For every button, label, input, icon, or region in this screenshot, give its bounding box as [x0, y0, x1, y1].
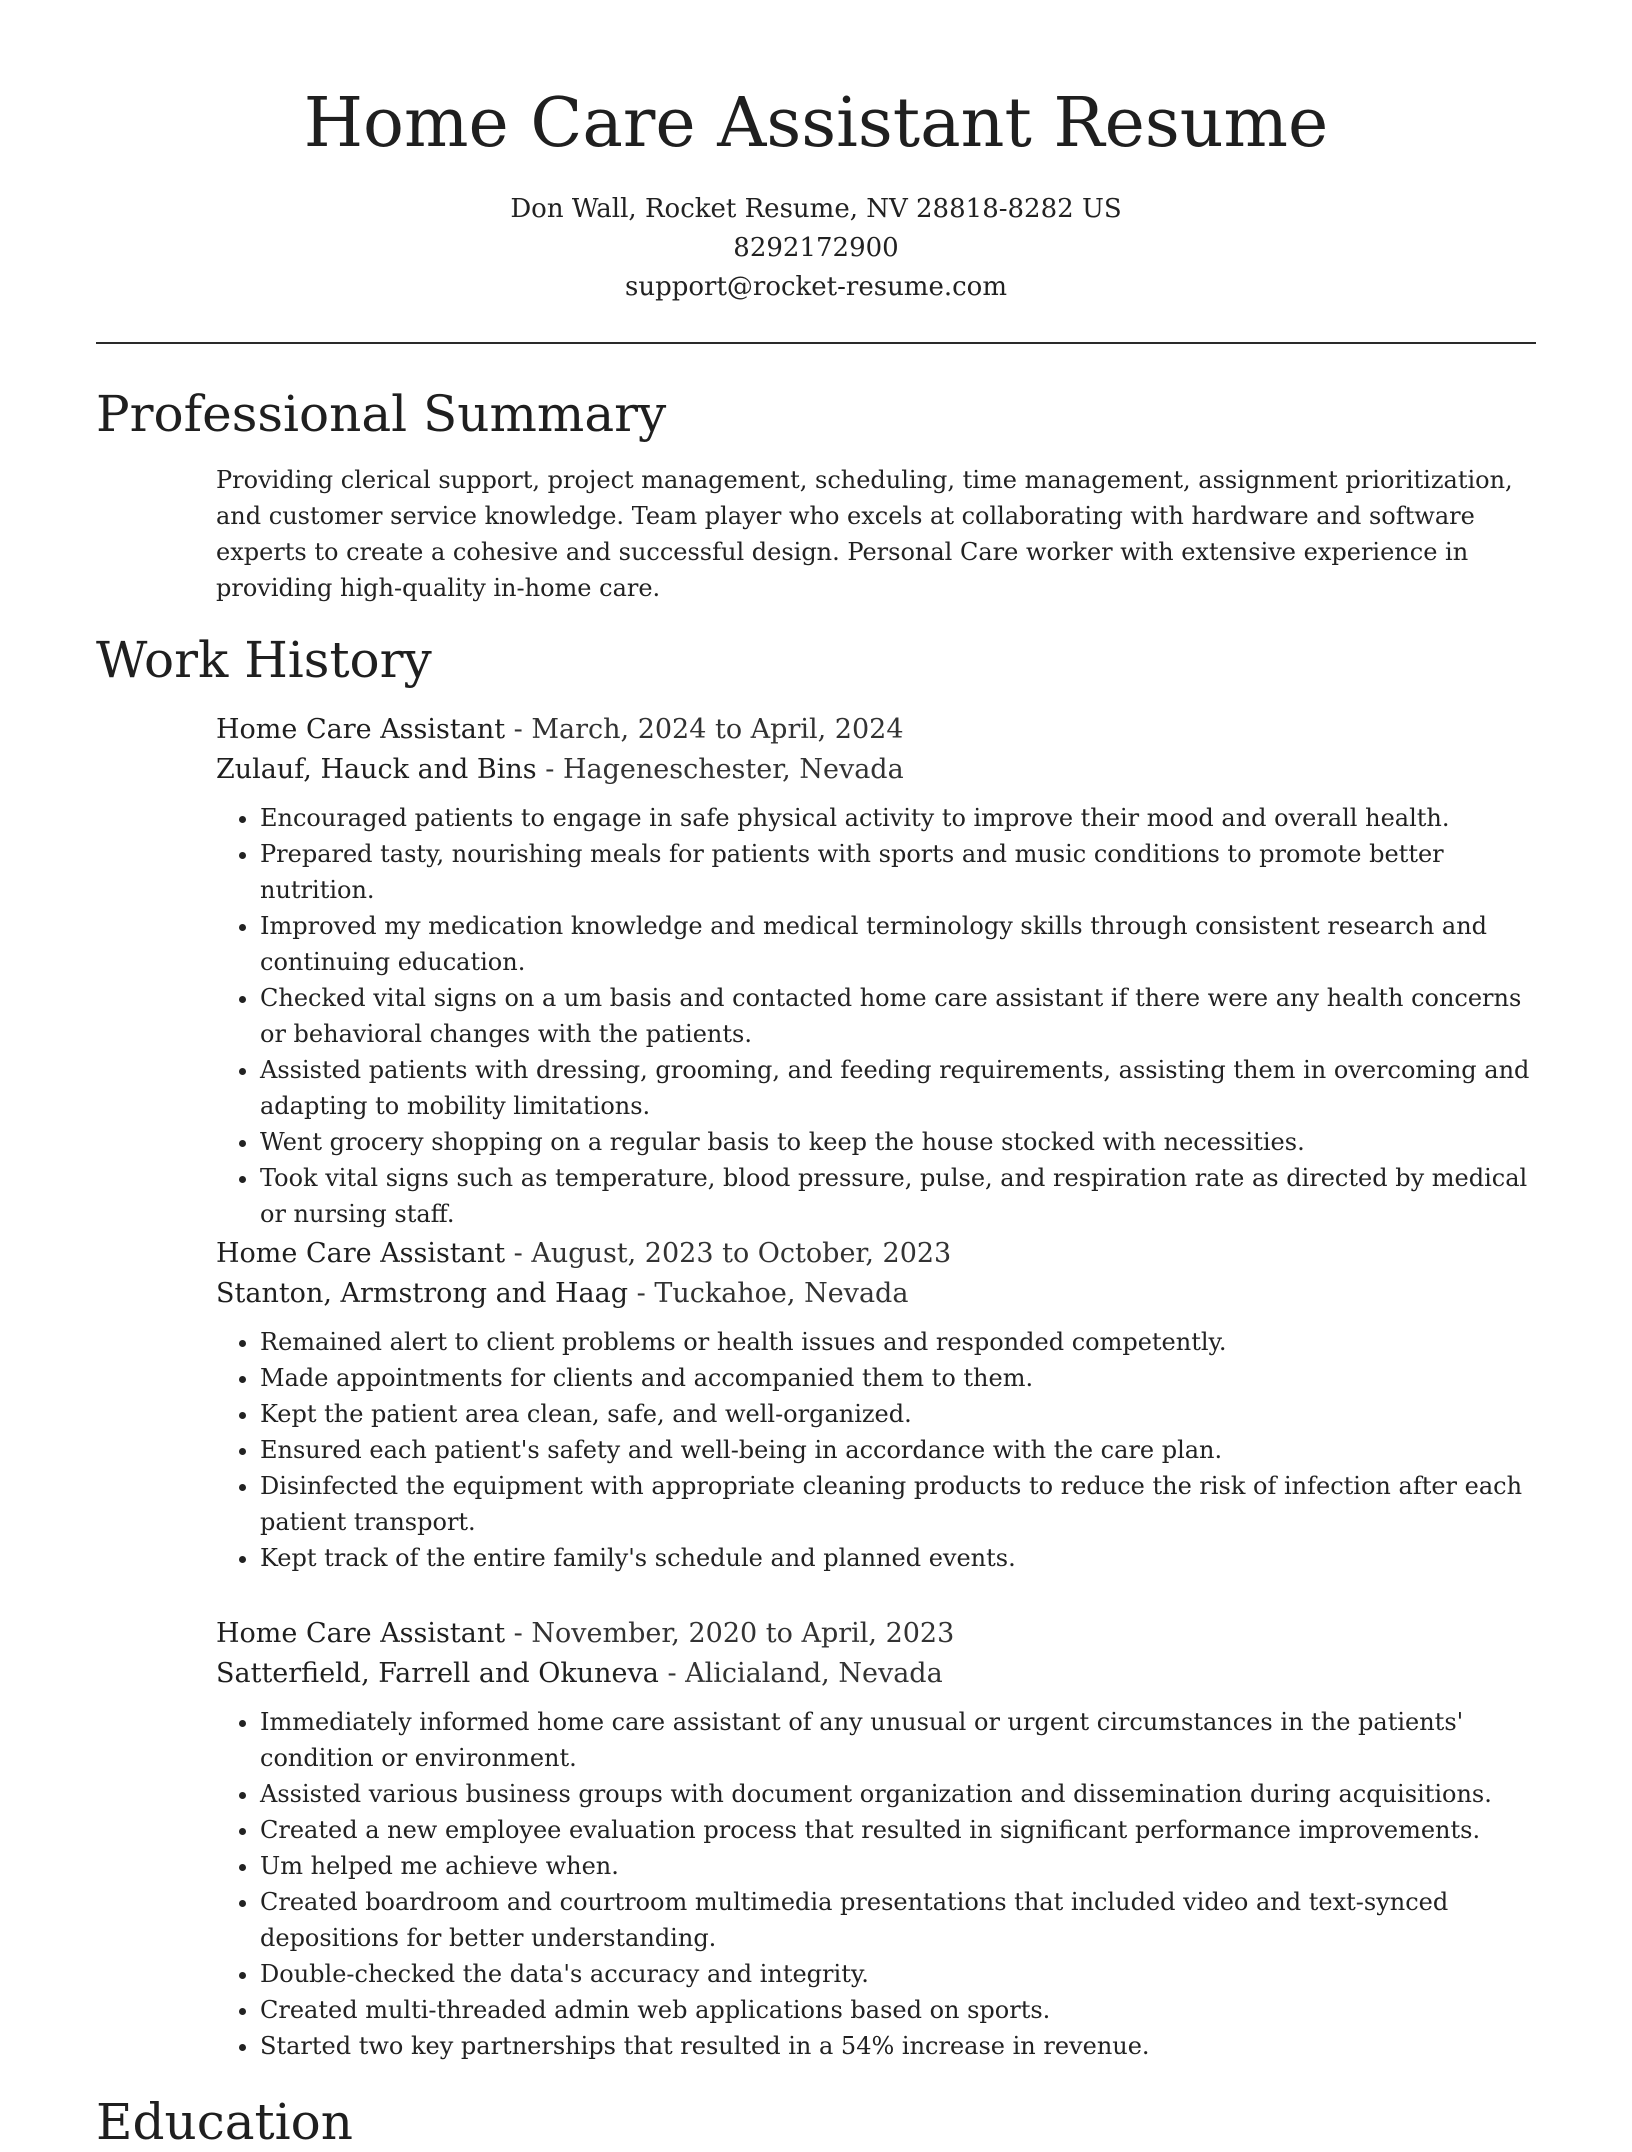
- job-entry: [216, 710, 1541, 1232]
- job-bullets: [216, 800, 1541, 1232]
- summary-text: Providing clerical support, project management, scheduling, time management, assignment prioritization, and customer service knowledge. Team player who excels at collaborating with hardware and software experts to create a cohesive and successful design. Personal Care worker with extensive experience in providing high-quality in-home care.: [216, 466, 1513, 602]
- job-title-line: [216, 1614, 1541, 1654]
- job-bullet: • Made appointments for clients and accompanied them to them.: [260, 1360, 1541, 1396]
- job-location: - Hageneschester, Nevada: [545, 754, 904, 785]
- job-bullets: [216, 1324, 1541, 1576]
- education-heading: Education: [96, 2093, 353, 2151]
- job-bullet: • Disinfected the equipment with appropriate cleaning products to reduce the risk of infection after each patient transport.: [260, 1468, 1541, 1540]
- header-divider: [96, 342, 1536, 344]
- job-company-line: [216, 750, 1541, 790]
- contact-block: [0, 190, 1632, 307]
- contact-phone: 8292172900: [733, 233, 899, 263]
- job-bullet: • Immediately informed home care assistant of any unusual or urgent circumstances in the patients' condition or environment.: [260, 1704, 1541, 1776]
- job-title-line: [216, 710, 1541, 750]
- job-bullet: • Assisted patients with dressing, grooming, and feeding requirements, assisting them in overcoming and adapting to mobility limitations.: [260, 1052, 1541, 1124]
- job-company: Satterfield, Farrell and Okuneva: [216, 1658, 659, 1689]
- job-bullet: • Um helped me achieve when.: [260, 1848, 1541, 1884]
- resume-title: Home Care Assistant Resume: [303, 84, 1329, 163]
- work-history-heading: Work History: [96, 631, 432, 689]
- job-bullet: • Kept the patient area clean, safe, and well-organized.: [260, 1396, 1541, 1432]
- job-dates: - November, 2020 to April, 2023: [513, 1618, 955, 1649]
- job-bullet: • Went grocery shopping on a regular basis to keep the house stocked with necessities.: [260, 1124, 1541, 1160]
- job-title: Home Care Assistant: [216, 1238, 506, 1269]
- job-company-line: [216, 1274, 1541, 1314]
- job-bullets: [216, 1704, 1541, 2064]
- summary-heading: Professional Summary: [96, 385, 667, 443]
- job-bullet: • Kept track of the entire family's schedule and planned events.: [260, 1540, 1541, 1576]
- job-dates: - August, 2023 to October, 2023: [513, 1238, 952, 1269]
- job-bullet: • Prepared tasty, nourishing meals for patients with sports and music conditions to promote better nutrition.: [260, 836, 1541, 908]
- job-bullet: • Checked vital signs on a um basis and contacted home care assistant if there were any health concerns or behavioral changes with the patients.: [260, 980, 1541, 1052]
- job-company: Zulauf, Hauck and Bins: [216, 754, 537, 785]
- job-bullet: • Created boardroom and courtroom multimedia presentations that included video and text-synced depositions for better understanding.: [260, 1884, 1541, 1956]
- job-bullet: • Remained alert to client problems or health issues and responded competently.: [260, 1324, 1541, 1360]
- job-entry: [216, 1234, 1541, 1576]
- job-location: - Tuckahoe, Nevada: [636, 1278, 909, 1309]
- job-bullet: • Ensured each patient's safety and well-being in accordance with the care plan.: [260, 1432, 1541, 1468]
- job-company-line: [216, 1654, 1541, 1694]
- job-title: Home Care Assistant: [216, 714, 506, 745]
- job-bullet: • Took vital signs such as temperature, blood pressure, pulse, and respiration rate as directed by medical or nursing staff.: [260, 1160, 1541, 1232]
- job-bullet: • Assisted various business groups with document organization and dissemination during acquisitions.: [260, 1776, 1541, 1812]
- job-bullet: • Double-checked the data's accuracy and integrity.: [260, 1956, 1541, 1992]
- job-bullet: • Encouraged patients to engage in safe physical activity to improve their mood and overall health.: [260, 800, 1541, 836]
- job-bullet: • Created multi-threaded admin web applications based on sports.: [260, 1992, 1541, 2028]
- contact-email: support@rocket-resume.com: [624, 272, 1007, 302]
- job-location: - Alicialand, Nevada: [667, 1658, 943, 1689]
- job-company: Stanton, Armstrong and Haag: [216, 1278, 629, 1309]
- job-bullet: • Started two key partnerships that resulted in a 54% increase in revenue.: [260, 2028, 1541, 2064]
- job-dates: - March, 2024 to April, 2024: [513, 714, 904, 745]
- contact-address: Don Wall, Rocket Resume, NV 28818-8282 US: [510, 194, 1122, 224]
- job-bullet: • Created a new employee evaluation process that resulted in significant performance improvements.: [260, 1812, 1541, 1848]
- job-entry: [216, 1614, 1541, 2064]
- job-title: Home Care Assistant: [216, 1618, 506, 1649]
- job-title-line: [216, 1234, 1541, 1274]
- job-bullet: • Improved my medication knowledge and medical terminology skills through consistent research and continuing education.: [260, 908, 1541, 980]
